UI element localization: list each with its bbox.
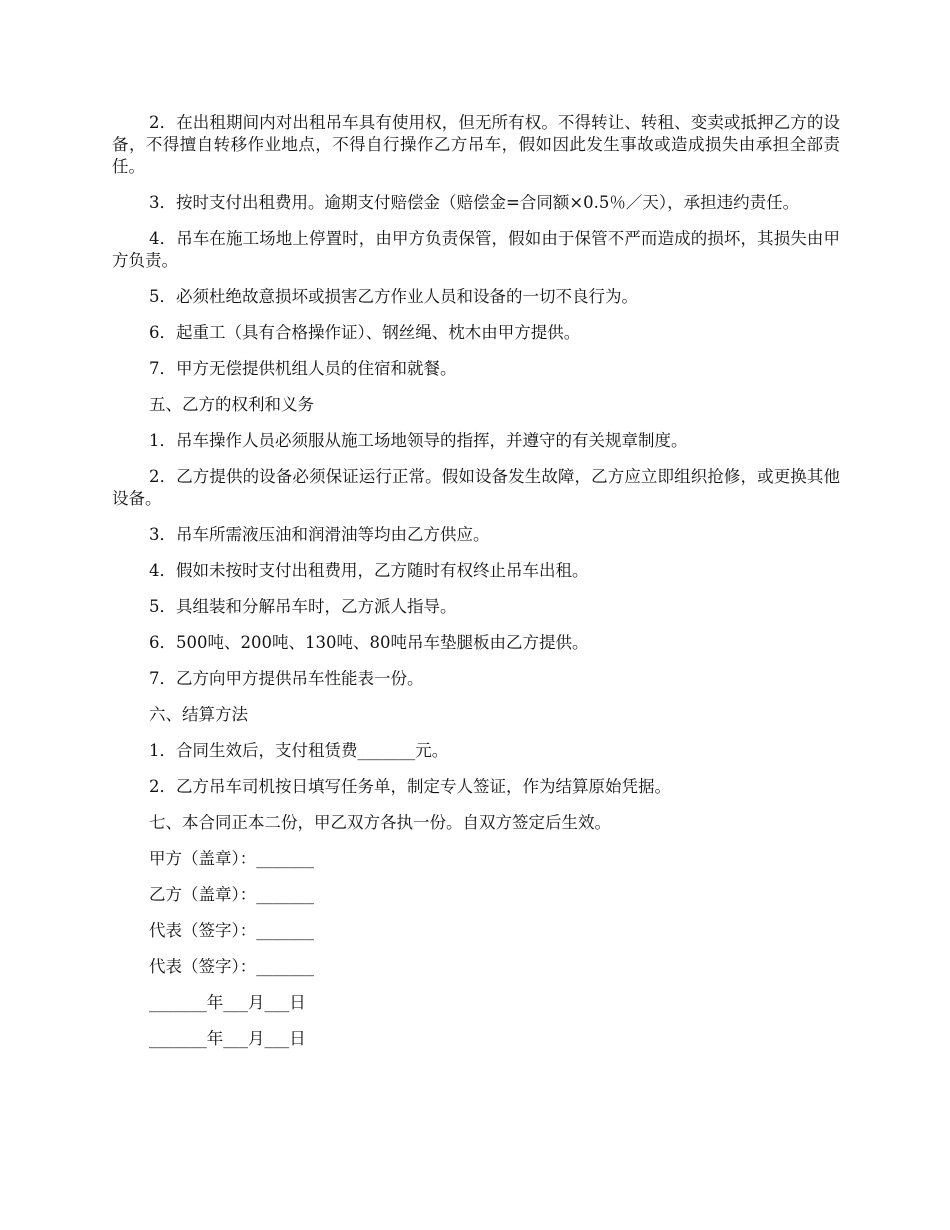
date-line-2: _______年___月___日 [149, 1029, 306, 1048]
paragraph-clause-5-7: 7．乙方向甲方提供吊车性能表一份。 [149, 669, 424, 688]
paragraph-clause-6-2: 2．乙方吊车司机按日填写任务单，制定专人签证，作为结算原始凭据。 [149, 777, 671, 796]
party-a-seal-line: 甲方（盖章）：_______ [149, 849, 314, 868]
party-b-seal-line: 乙方（盖章）：_______ [149, 885, 314, 904]
paragraph-clause-6-1: 1．合同生效后，支付租赁费_______元。 [149, 741, 449, 760]
paragraph-clause-4-2: 2．在出租期间内对出租吊车具有使用权，但无所有权。不得转让、转租、变卖或抵押乙方的设备，不得擅自转移作业地点，不得自行操作乙方吊车，假如因此发生事故或造成损失由承担全部责任。 [112, 113, 840, 176]
paragraph-clause-5-1: 1．吊车操作人员必须服从施工场地领导的指挥，并遵守的有关规章制度。 [149, 431, 688, 450]
section-heading-seven: 七、本合同正本二份，甲乙双方各执一份。自双方签定后生效。 [149, 813, 611, 832]
date-line-1: _______年___月___日 [149, 993, 306, 1012]
paragraph-clause-4-3: 3．按时支付出租费用。逾期支付赔偿金（赔偿金=合同额×0.5％／天），承担违约责任。 [149, 193, 800, 212]
paragraph-clause-5-4: 4．假如未按时支付出租费用，乙方随时有权终止吊车出租。 [149, 561, 589, 580]
document-body [112, 112, 840, 1064]
representative-signature-line-1: 代表（签字）：_______ [149, 921, 314, 940]
paragraph-clause-5-6: 6．500吨、200吨、130吨、80吨吊车垫腿板由乙方提供。 [149, 633, 589, 652]
paragraph-clause-5-3: 3．吊车所需液压油和润滑油等均由乙方供应。 [149, 525, 490, 544]
paragraph-clause-5-5: 5．具组装和分解吊车时，乙方派人指导。 [149, 597, 457, 616]
section-heading-five: 五、乙方的权利和义务 [149, 395, 314, 414]
paragraph-clause-4-4: 4．吊车在施工场地上停置时，由甲方负责保管，假如由于保管不严而造成的损坏，其损失由甲方负责。 [112, 229, 840, 270]
representative-signature-line-2: 代表（签字）：_______ [149, 957, 314, 976]
paragraph-clause-4-7: 7．甲方无偿提供机组人员的住宿和就餐。 [149, 359, 457, 378]
paragraph-clause-4-6: 6．起重工（具有合格操作证）、钢丝绳、枕木由甲方提供。 [149, 323, 581, 342]
paragraph-clause-5-2: 2．乙方提供的设备必须保证运行正常。假如设备发生故障，乙方应立即组织抢修，或更换其他设备。 [112, 467, 840, 508]
section-heading-six: 六、结算方法 [149, 705, 248, 724]
paragraph-clause-4-5: 5．必须杜绝故意损坏或损害乙方作业人员和设备的一切不良行为。 [149, 287, 638, 306]
